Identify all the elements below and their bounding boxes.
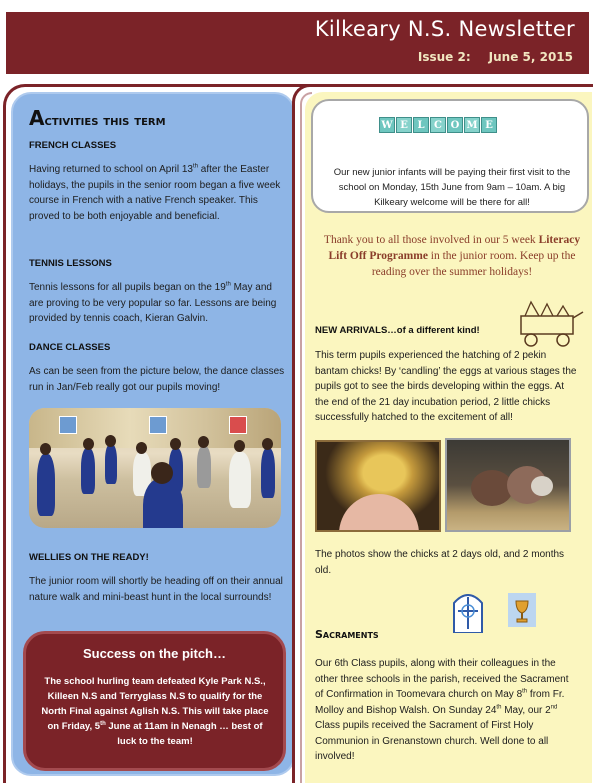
dance-classes-text: As can be seen from the picture below, the dance classes run in Jan/Feb really got our pupils moving! — [29, 366, 285, 393]
issue-date: June 5, 2015 — [488, 50, 573, 64]
left-column — [11, 92, 295, 776]
chicks-photo — [445, 438, 571, 532]
wellies-text: The junior room will shortly be heading off on their annual nature walk and mini-beast hunt in the local surrounds! — [29, 576, 283, 603]
french-classes-text: Having returned to school on April 13th after the Easter holidays, the pupils in the senior room began a five week course in French with a native French speaker. This proved to be both enjoyable and beneficial. — [29, 163, 281, 222]
wellies-heading: WELLIES ON THE READY! — [29, 552, 149, 563]
photos-caption: The photos show the chicks at 2 days old, and 2 months old. — [315, 549, 565, 576]
sacraments-text: Our 6th Class pupils, along with their colleagues in the other three schools in the parish, received the Sacrament of Confirmation in Toomevara church on May 8th from Fr. Molloy and Bishop Walsh. On Sunday 24th May, our 2nd Class pupils received the Sacrament of First Holy Communion in Grenanstown church. Well done to all involved! — [315, 658, 569, 762]
welcome-box — [311, 99, 589, 213]
frame-inner-line — [300, 92, 312, 783]
success-title: Success on the pitch… — [82, 646, 227, 661]
chick-photo — [315, 440, 441, 532]
sacraments-heading: Sacraments — [315, 628, 379, 641]
welcome-text: Our new junior infants will be paying their first visit to the school on Monday, 15th June from 9am – 10am. A big Kilkeary welcome will be there for all! — [333, 167, 571, 208]
class-photo — [29, 408, 281, 528]
dance-classes-heading: DANCE CLASSES — [29, 342, 111, 353]
tennis-lessons-heading: TENNIS LESSONS — [29, 258, 112, 269]
masthead — [6, 12, 589, 74]
chalice-icon — [508, 593, 536, 627]
new-arrivals-heading: NEW ARRIVALS…of a different kind! — [315, 325, 480, 336]
welcome-banner: W E L C O M E — [379, 117, 497, 133]
success-text: The school hurling team defeated Kyle Park N.S., Killeen N.S and Terryglass N.S to qualify for the North Final against Aglish N.S. This will take place on Friday, 5th June at 11am in Nenagh … best of luck to the team! — [41, 676, 269, 747]
newsletter-title: Kilkeary N.S. Newsletter — [314, 17, 575, 41]
book-cart-clipart — [513, 298, 585, 348]
french-classes-heading: FRENCH CLASSES — [29, 140, 117, 151]
tennis-lessons-text: Tennis lessons for all pupils began on the 19th May and are proving to be very popular so far. Lessons are being provided by tennis coach, Kieran Galvin. — [29, 281, 277, 324]
new-arrivals-text: This term pupils experienced the hatching of 2 pekin bantam chicks! By ‘candling’ the eggs at various stages the pupils got to see the birds developing within the eggs. At the end of the 21 day incubation period, 2 little chicks successfully hatched to the excitement of all! — [315, 350, 577, 423]
activities-heading: Activities this term — [29, 106, 166, 130]
success-callout — [23, 631, 286, 771]
stained-glass-window-icon — [452, 589, 484, 633]
right-column — [305, 92, 592, 783]
literacy-notice: Thank you to all those involved in our 5 week Literacy Lift Off Programme in the junior room. Keep up the reading over the summer holidays! — [323, 234, 581, 278]
issue-number: Issue 2: — [417, 50, 471, 64]
issue-line — [418, 50, 573, 64]
